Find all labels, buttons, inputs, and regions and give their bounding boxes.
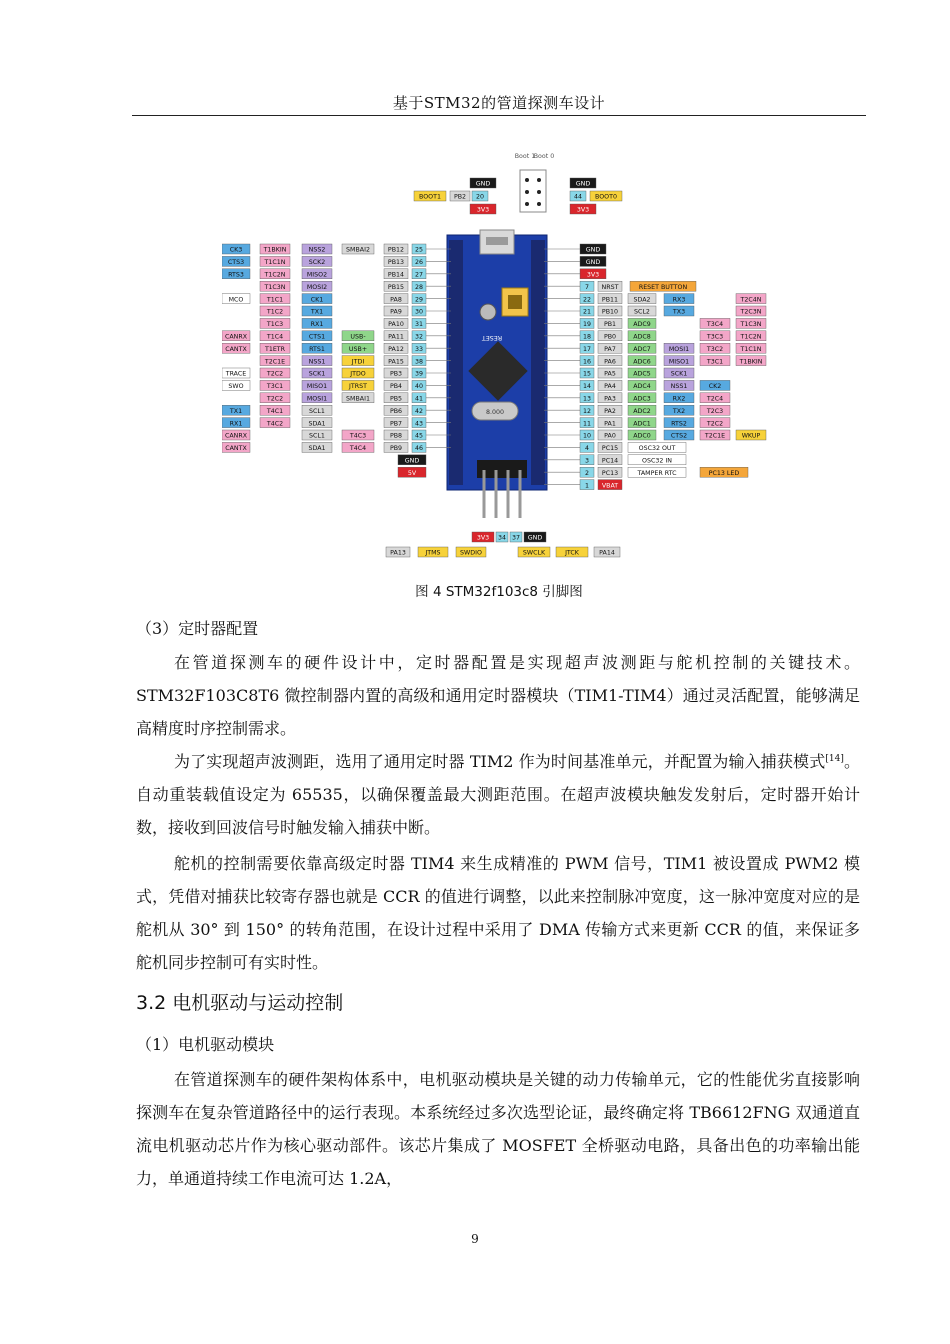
boot1-number-label: 20 [475,193,485,201]
right-pin-port-label: PC15 [601,445,619,453]
right-pin-func-label: T1C1N [740,345,762,353]
left-pin-func-label: RTS1 [309,345,325,353]
right-pin-port-label: PA7 [604,345,616,353]
paragraph-ultrasonic [136,745,860,844]
left-pin-func-label: RX1 [310,321,324,329]
left-pin-port-label: PA12 [388,345,404,353]
left-pin-port-label: PA10 [388,321,404,329]
right-pin-port-label: GND [585,246,601,254]
right-pin-func-label: ADC8 [633,333,651,341]
left-pin-port-label: PB12 [387,246,405,254]
boot0-header-label: Boot 0 [533,153,555,160]
swd-3v3-label: 3V3 [476,534,490,542]
paragraph-servo: 舵机的控制需要依靠高级定时器 TIM4 来生成精准的 PWM 信号，TIM1 被设置成 PWM2 模式，凭借对捕获比较寄存器也就是 CCR 的值进行调整，以此来控制脉冲宽度，这一脉冲宽度对应的是舵机从 30° 到 150° 的转角范围，在设计过程中采用了 DMA 传输方式来更新 CCR 的值，来保证多舵机同步控制可有实时性。 [136,854,860,972]
right-pin-func-label: SCL2 [634,308,650,316]
left-pin-port-label: PB6 [389,407,403,415]
left-pin-func-label: NSS1 [308,358,326,366]
swd-left-1-label: JTMS [425,549,441,557]
right-pin-port-label: PA3 [604,395,616,403]
left-pin-func-label: SDA1 [308,445,326,453]
left-pin-func-label: USB+ [348,345,368,353]
left-pin-number-label: 32 [414,333,424,341]
left-pin-func-label: CANRX [224,333,248,341]
page-number: 9 [471,1232,479,1246]
right-pin-func-label: T3C2 [706,345,724,353]
boot1-label-label: BOOT1 [419,193,441,201]
top-right-gnd-label: GND [575,180,591,188]
left-pin-number-label: 43 [414,420,424,428]
swd-right-2-label: PA14 [599,549,615,557]
left-pin-number-label: 29 [414,296,424,304]
right-pin-func-label: T2C1E [704,432,726,440]
right-pin-func-label: ADC5 [633,370,651,378]
right-pin-func-label: RTS2 [671,420,687,428]
right-pin-port-label: PB1 [603,321,617,329]
left-pin-func-label: T1C3N [264,283,286,291]
right-pin-func-label: T1C2N [740,333,762,341]
right-pin-func-label: T2C2 [706,420,724,428]
left-pin-func-label: T4C1 [266,407,284,415]
left-header-rail [449,240,463,485]
left-pin-func-label: SWO [228,383,244,391]
left-pin-func-label: JTDI [351,358,365,366]
left-pin-port-label: PA8 [390,296,402,304]
right-pin-number-label: 22 [582,296,592,304]
left-pin-number-label: 31 [414,321,424,329]
pc13-led-label: PC13 LED [708,469,740,477]
left-pin-port-label: PB4 [389,383,403,391]
left-pin-func-label: T1C3 [266,321,284,329]
right-pin-func-label: RX3 [672,296,686,304]
right-pin-number-label: 15 [582,370,592,378]
reset-button-cap [480,304,496,320]
left-pin-number-label: 33 [414,345,424,353]
right-pin-func-label: T1BKIN [739,358,763,366]
left-pin-func-label: T2C2 [266,395,284,403]
right-pin-func-label: TX3 [672,308,686,316]
right-pin-func-label: ADC4 [633,383,651,391]
left-pin-func-label: SCL1 [309,407,325,415]
left-pin-func-label: SCL1 [309,432,325,440]
usb-connector-inner [486,237,508,245]
sub-heading-timer: （3）定时器配置 [136,619,259,638]
left-pin-number-label: 30 [414,308,424,316]
left-pin-func-label: CANTX [225,345,247,353]
boot-jumper-inner [508,295,522,309]
left-pin-func-label: T2C1E [264,358,286,366]
left-pin-func-label: SCK2 [308,259,326,267]
reset-button-label-label: RESET BUTTON [638,283,688,291]
right-pin-number-label: 2 [584,469,590,477]
citation-14: [14] [825,754,844,764]
right-pin-osc-label: OSC32 IN [642,457,672,465]
right-pin-port-label: PB11 [601,296,619,304]
sub-heading-motor-driver: （1）电机驱动模块 [136,1035,275,1054]
right-pin-port-label: PC14 [601,457,619,465]
left-pin-port-label: PA9 [390,308,402,316]
right-pin-number-label: 11 [582,420,592,428]
left-pin-func-label: T1C1N [264,259,286,267]
left-pin-func-label: TX1 [310,308,324,316]
right-pin-func-label: ADC7 [633,345,651,353]
right-pin-func-label: ADC0 [633,432,651,440]
right-pin-func-label: ADC3 [633,395,651,403]
left-pin-number-label: 41 [414,395,424,403]
left-pin-number-label: 46 [414,445,424,453]
left-pin-func-label: MOSI1 [306,395,328,403]
left-gnd-label: GND [404,457,420,465]
right-pin-number-label: 18 [582,333,592,341]
left-pin-port-label: PB9 [389,445,403,453]
right-pin-osc-label: OSC32 OUT [638,445,676,453]
right-pin-number-label: 17 [582,345,592,353]
right-pin-number-label: 16 [582,358,592,366]
left-pin-func-label: SDA1 [308,420,326,428]
left-pin-func-label: USB- [350,333,366,341]
right-pin-number-label: 13 [582,395,592,403]
right-pin-func-label: SCK1 [670,370,688,378]
left-pin-func-label: CTS1 [308,333,326,341]
left-pin-func-label: T1C1 [266,296,284,304]
boot0-number-label: 44 [573,193,583,201]
swd-right-1-label: JTCK [565,549,579,557]
right-pin-func-label: T2C4N [740,296,762,304]
boot1-header-label: Boot 1 [514,153,536,160]
left-pin-func-label: CK1 [310,296,324,304]
left-pin-number-label: 28 [414,283,424,291]
right-pin-func-label: T2C4 [706,395,724,403]
left-pin-func-label: TRACE [225,370,247,378]
crystal-label: 8.000 [485,409,505,416]
right-pin-number-label: 12 [582,407,592,415]
right-pin-func-label: TX2 [672,407,686,415]
right-pin-port-label: GND [585,259,601,267]
running-header: 基于STM32的管道探测车设计 [392,94,606,112]
right-pin-port-label: PA5 [604,370,616,378]
right-pin-number-label: 19 [582,321,592,329]
left-pin-port-label: PB7 [389,420,403,428]
right-pin-port-label: PA6 [604,358,616,366]
right-pin-osc-label: TAMPER RTC [637,469,677,477]
left-pin-port-label: PA15 [388,358,404,366]
right-pin-func-label: MOSI1 [668,345,690,353]
left-pin-port-label: PB13 [387,259,405,267]
left-pin-number-label: 42 [414,407,424,415]
right-pin-func-label: ADC2 [633,407,651,415]
header-rule [132,115,866,116]
left-pin-func-label: JTDO [350,370,366,378]
right-pin-port-label: PC13 [601,469,619,477]
right-pin-func-label: T3C3 [706,333,724,341]
left-pin-func-label: MOSI2 [306,283,328,291]
left-pin-func-label: CTS3 [227,259,245,267]
right-pin-func-label: T2C3 [706,407,724,415]
right-pin-func-label: T3C1 [706,358,724,366]
right-pin-number-label: 14 [582,383,592,391]
paragraph-timer-intro: 在管道探测车的硬件设计中，定时器配置是实现超声波测距与舵机控制的关键技术。STM32F103C8T6 微控制器内置的高级和通用定时器模块（TIM1-TIM4）通过灵活配置，能够满足高精度时序控制需求。 [136,653,860,738]
left-pin-number-label: 45 [414,432,424,440]
left-pin-number-label: 27 [414,271,424,279]
reset-silk-label: RESET [481,334,503,341]
left-pin-number-label: 39 [414,370,424,378]
left-pin-func-label: MISO2 [306,271,328,279]
left-pin-func-label: NSS2 [308,246,326,254]
right-pin-port-label: NRST [601,283,619,291]
boot0-label-label: BOOT0 [595,193,617,201]
left-pin-number-label: 26 [414,259,424,267]
left-pin-number-label: 25 [414,246,424,254]
section-heading-3-2: 3.2 电机驱动与运动控制 [136,992,344,1014]
right-pin-func-label: T3C4 [706,321,724,329]
right-pin-func-label: ADC9 [633,321,651,329]
right-pin-func-label: CK2 [708,383,722,391]
left-pin-func-label: MISO1 [306,383,328,391]
paragraph-ultrasonic-b: 。自动重装载值设定为 65535，以确保覆盖最大测距范围。在超声波模块触发发射后，定时器开始计数，接收到回波信号时触发输入捕获中断。 [136,752,860,837]
left-pin-func-label: T1C2 [266,308,284,316]
left-pin-port-label: PB8 [389,432,403,440]
swd-gnd-label: GND [527,534,543,542]
left-pin-func-label: CANRX [224,432,248,440]
left-pin-func-label: SCK1 [308,370,326,378]
swd-right-0-label: SWCLK [522,549,546,557]
left-pin-func-label: T4C3 [349,432,367,440]
right-pin-number-label: 3 [584,457,590,465]
left-pin-port-label: PB3 [389,370,403,378]
right-pin-number-label: 7 [584,283,590,291]
left-pin-func-label: T2C2 [266,370,284,378]
right-pin-func-label: WKUP [741,432,761,440]
left-pin-func-label: T3C1 [266,383,284,391]
right-pin-port-label: PA0 [604,432,616,440]
right-pin-port-label: PB10 [601,308,619,316]
left-pin-number-label: 40 [414,383,424,391]
left-pin-func-label: JTRST [349,383,367,391]
boot1-port-label: PB2 [453,193,467,201]
right-pin-port-label: VBAT [601,482,619,490]
figure-caption: 图 4 STM32f103c8 引脚图 [415,584,583,600]
left-pin-port-label: PA11 [388,333,404,341]
left-pin-func-label: T1C2N [264,271,286,279]
right-pin-number-label: 21 [582,308,592,316]
right-pin-func-label: CTS2 [670,432,688,440]
right-pin-func-label: ADC6 [633,358,651,366]
right-pin-port-label: PA1 [604,420,616,428]
paragraph-ultrasonic-a: 为了实现超声波测距，选用了通用定时器 TIM2 作为时间基准单元，并配置为输入捕获模式 [174,752,826,771]
swd-left-0-label: PA13 [390,549,406,557]
right-pin-func-label: T2C3N [740,308,762,316]
right-pin-func-label: T1C3N [740,321,762,329]
left-pin-func-label: T1ETR [264,345,286,353]
swd-pin-37-label: 37 [511,534,521,542]
left-pin-func-label: T1C4 [266,333,284,341]
boot-header [520,170,546,212]
right-pin-func-label: SDA2 [633,296,651,304]
right-pin-port-label: PA4 [604,383,616,391]
top-left-gnd-label: GND [475,180,491,188]
left-pin-port-label: PB5 [389,395,403,403]
left-pin-func-label: T4C2 [266,420,284,428]
left-pin-func-label: RTS3 [228,271,244,279]
right-pin-func-label: ADC1 [633,420,651,428]
right-pin-number-label: 4 [584,445,590,453]
right-pin-number-label: 10 [582,432,592,440]
swd-pin-34-label: 34 [497,534,507,542]
right-pin-port-label: PB0 [603,333,617,341]
stm32-pinout-figure [222,140,770,570]
top-left-3v3-label: 3V3 [476,206,490,214]
left-pin-func-label: SMBAI1 [346,395,370,403]
left-pin-func-label: CANTX [225,445,247,453]
left-pin-port-label: PB14 [387,271,405,279]
left-pin-func-label: RX1 [229,420,243,428]
right-pin-number-label: 1 [584,482,590,490]
right-pin-func-label: NSS1 [670,383,688,391]
right-pin-port-label: PA2 [604,407,616,415]
top-right-3v3-label: 3V3 [576,206,590,214]
left-pin-func-label: CK3 [229,246,243,254]
right-pin-func-label: RX2 [672,395,686,403]
swd-left-2-label: SWDIO [460,549,482,557]
left-pin-func-label: SMBAI2 [346,246,370,254]
left-pin-func-label: T4C4 [349,445,367,453]
left-pin-func-label: T1BKIN [263,246,287,254]
left-pin-port-label: PB15 [387,283,405,291]
right-pin-func-label: MISO1 [668,358,690,366]
right-pin-port-label: 3V3 [586,271,600,279]
left-pin-number-label: 38 [414,358,424,366]
left-pin-func-label: TX1 [229,407,243,415]
left-5v-label: 5V [407,469,417,477]
paragraph-motor-driver: 在管道探测车的硬件架构体系中，电机驱动模块是关键的动力传输单元，它的性能优劣直接影响探测车在复杂管道路径中的运行表现。本系统经过多次选型论证，最终确定将 TB6612FNG 双通道直流电机驱动芯片作为核心驱动部件。该芯片集成了 MOSFET 全桥驱动电路，具备出色的功率输出能力，单通道持续工作电流可达 1.2A， [136,1070,860,1188]
left-pin-func-label: MCO [228,296,244,304]
right-header-rail [531,240,545,485]
